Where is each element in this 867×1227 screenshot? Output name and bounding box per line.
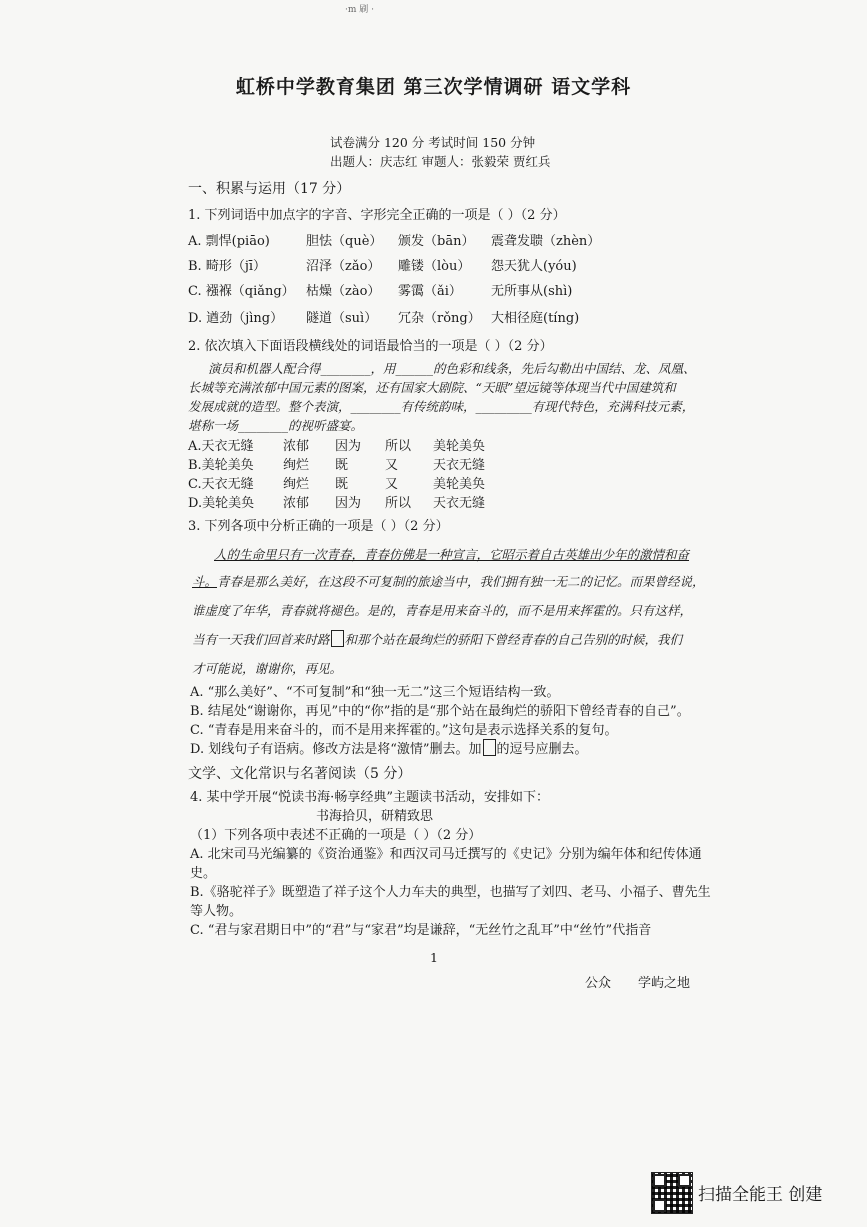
watermark-right: 学屿之地 bbox=[638, 976, 691, 991]
q2-cell: C.天衣无缝 bbox=[188, 477, 254, 492]
q3-option-d bbox=[190, 738, 588, 757]
section2-heading: 文学、文化常识与名著阅读（5 分） bbox=[188, 766, 412, 782]
q2-cell: 绚烂 bbox=[283, 477, 310, 492]
comma-box bbox=[331, 630, 344, 647]
q1-cell: 冗杂（rǒng） bbox=[398, 311, 481, 326]
q1-cell: A. 剽悍(piāo) bbox=[188, 234, 270, 249]
q3-passage-text: 青春是那么美好，在这段不可复制的旅途当中，我们拥有独一无二的记忆。而果曾经说， bbox=[217, 574, 705, 589]
q2-cell: 浓郁 bbox=[283, 439, 310, 454]
comma-box bbox=[483, 739, 496, 756]
q2-cell: A.天衣无缝 bbox=[188, 439, 254, 454]
q2-cell: 美轮美奂 bbox=[433, 439, 486, 454]
q3-passage-line4 bbox=[192, 630, 682, 648]
q4-option-a-line2: 史。 bbox=[190, 866, 217, 881]
q2-cell: 天衣无缝 bbox=[433, 458, 486, 473]
q4-option-b-line2: 等人物。 bbox=[190, 904, 243, 919]
q2-cell: 天衣无缝 bbox=[433, 496, 486, 511]
q3-option-c: C. “青春是用来奋斗的，而不是用来挥霍的。”这句是表示选择关系的复句。 bbox=[190, 723, 618, 738]
q4-stem: 4. 某中学开展“悦读书海·畅享经典”主题读书活动，安排如下： bbox=[190, 790, 549, 805]
q4-option-a-line1: A. 北宋司马光编纂的《资治通鉴》和西汉司马迁撰写的《史记》分别为编年体和纪传体通 bbox=[190, 847, 702, 862]
q3-underlined-end: 斗。 bbox=[192, 574, 218, 589]
q2-cell: 既 bbox=[335, 477, 349, 492]
q1-cell: 无所事从(shì) bbox=[491, 284, 573, 299]
q3-passage-line2 bbox=[192, 572, 705, 590]
q3-passage-line1 bbox=[214, 545, 689, 563]
watermark-left: 公众 bbox=[585, 976, 612, 991]
q2-passage-line: 演员和机器人配合得________，用______的色彩和线条，先后勾勒出中国结、龙、凤凰、 bbox=[208, 361, 696, 376]
q3-passage-line5: 才可能说，谢谢你，再见。 bbox=[192, 661, 343, 676]
section1-heading: 一、积累与运用（17 分） bbox=[188, 181, 351, 197]
q3-option-b: B. 结尾处“谢谢你，再见”中的“你”指的是“那个站在最绚烂的骄阳下曾经青春的自己”。 bbox=[190, 704, 690, 719]
page-title: 虹桥中学教育集团 第三次学情调研 语文学科 bbox=[235, 76, 632, 98]
q2-cell: D.美轮美奂 bbox=[188, 496, 255, 511]
q3-option-a: A. “那么美好”、“不可复制”和“独一无二”这三个短语结构一致。 bbox=[190, 685, 560, 700]
q1-cell: 震聋发聩（zhèn） bbox=[491, 234, 601, 249]
q2-cell: 绚烂 bbox=[283, 458, 310, 473]
qr-code-icon bbox=[651, 1172, 693, 1214]
q3-passage-text: 当有一天我们回首来时路 bbox=[192, 632, 330, 647]
q2-cell: 所以 bbox=[385, 439, 412, 454]
q1-cell: 枯燥（zào） bbox=[306, 284, 381, 299]
q4-option-c-line1: C. “君与家君期日中”的“君”与“家君”均是谦辞，“无丝竹之乱耳”中“丝竹”代指音 bbox=[190, 923, 652, 938]
scanner-label: 扫描全能王 创建 bbox=[698, 1185, 823, 1205]
q3-option-d-tail: 的逗号应删去。 bbox=[496, 742, 588, 757]
q3-passage-line3: 谁虚度了年华，青春就将褪色。是的，青春是用来奋斗的，而不是用来挥霍的。只有这样， bbox=[192, 603, 693, 618]
q2-cell: 美轮美奂 bbox=[433, 477, 486, 492]
top-mark: ·m 刷 · bbox=[345, 5, 374, 15]
q2-cell: B.美轮美奂 bbox=[188, 458, 254, 473]
q1-cell: 颁发（bān） bbox=[398, 234, 475, 249]
q1-stem: 1. 下列词语中加点字的字音、字形完全正确的一项是（ ）（2 分） bbox=[188, 208, 566, 223]
q3-stem: 3. 下列各项中分析正确的一项是（ ）（2 分） bbox=[188, 519, 449, 534]
exam-meta-line1: 试卷满分 120 分 考试时间 150 分钟 bbox=[330, 135, 536, 150]
q1-cell: D. 遒劲（jìng） bbox=[188, 311, 284, 326]
q2-stem: 2. 依次填入下面语段横线处的词语最恰当的一项是（ ）（2 分） bbox=[188, 339, 553, 354]
q1-cell: 胆怯（què） bbox=[306, 234, 383, 249]
q3-passage-text: 和那个站在最绚烂的骄阳下曾经青春的自己告别的时候，我们 bbox=[344, 632, 683, 647]
activity-subtitle: 书海拾贝，研精致思 bbox=[316, 809, 434, 824]
q3-option-d-text: D. 划线句子有语病。修改方法是将“激情”删去。加 bbox=[190, 742, 482, 757]
q2-cell: 因为 bbox=[335, 439, 362, 454]
q1-cell: 怨天犹人(yóu) bbox=[491, 259, 577, 274]
q2-cell: 因为 bbox=[335, 496, 362, 511]
q1-cell: 雾霭（ǎi） bbox=[398, 284, 462, 299]
q4-sub1-stem: （1）下列各项中表述不正确的一项是（ ）（2 分） bbox=[190, 828, 482, 843]
q2-passage-line: 堪称一场________的视听盛宴。 bbox=[188, 418, 364, 433]
q1-cell: 雕镂（lòu） bbox=[398, 259, 471, 274]
q3-underlined-sentence: 人的生命里只有一次青春，青春仿佛是一种宣言，它昭示着自古英雄出少年的激情和奋 bbox=[214, 547, 690, 562]
q4-option-b-line1: B.《骆驼祥子》既塑造了祥子这个人力车夫的典型，也描写了刘四、老马、小福子、曹先生 bbox=[190, 885, 711, 900]
q2-cell: 既 bbox=[335, 458, 349, 473]
page-number: 1 bbox=[430, 950, 438, 965]
q2-passage-line: 发展成就的造型。整个表演，________有传统韵味，_________有现代特色，充满科技元素， bbox=[188, 399, 695, 414]
q2-cell: 又 bbox=[385, 477, 399, 492]
q1-cell: 沼泽（zǎo） bbox=[306, 259, 381, 274]
exam-meta-line2: 出题人：庆志红 审题人：张毅荣 贾红兵 bbox=[330, 154, 551, 169]
q1-cell: 隧道（suì） bbox=[306, 311, 378, 326]
q2-passage-line: 长城等充满浓郁中国元素的图案，还有国家大剧院、“天眼”望远镜等体现当代中国建筑和 bbox=[188, 380, 676, 395]
q2-cell: 又 bbox=[385, 458, 399, 473]
q1-cell: 大相径庭(tíng) bbox=[491, 311, 580, 326]
q1-cell: B. 畸形（jī） bbox=[188, 259, 267, 274]
q2-cell: 浓郁 bbox=[283, 496, 310, 511]
q2-cell: 所以 bbox=[385, 496, 412, 511]
q1-cell: C. 襁褓（qiǎng） bbox=[188, 284, 295, 299]
